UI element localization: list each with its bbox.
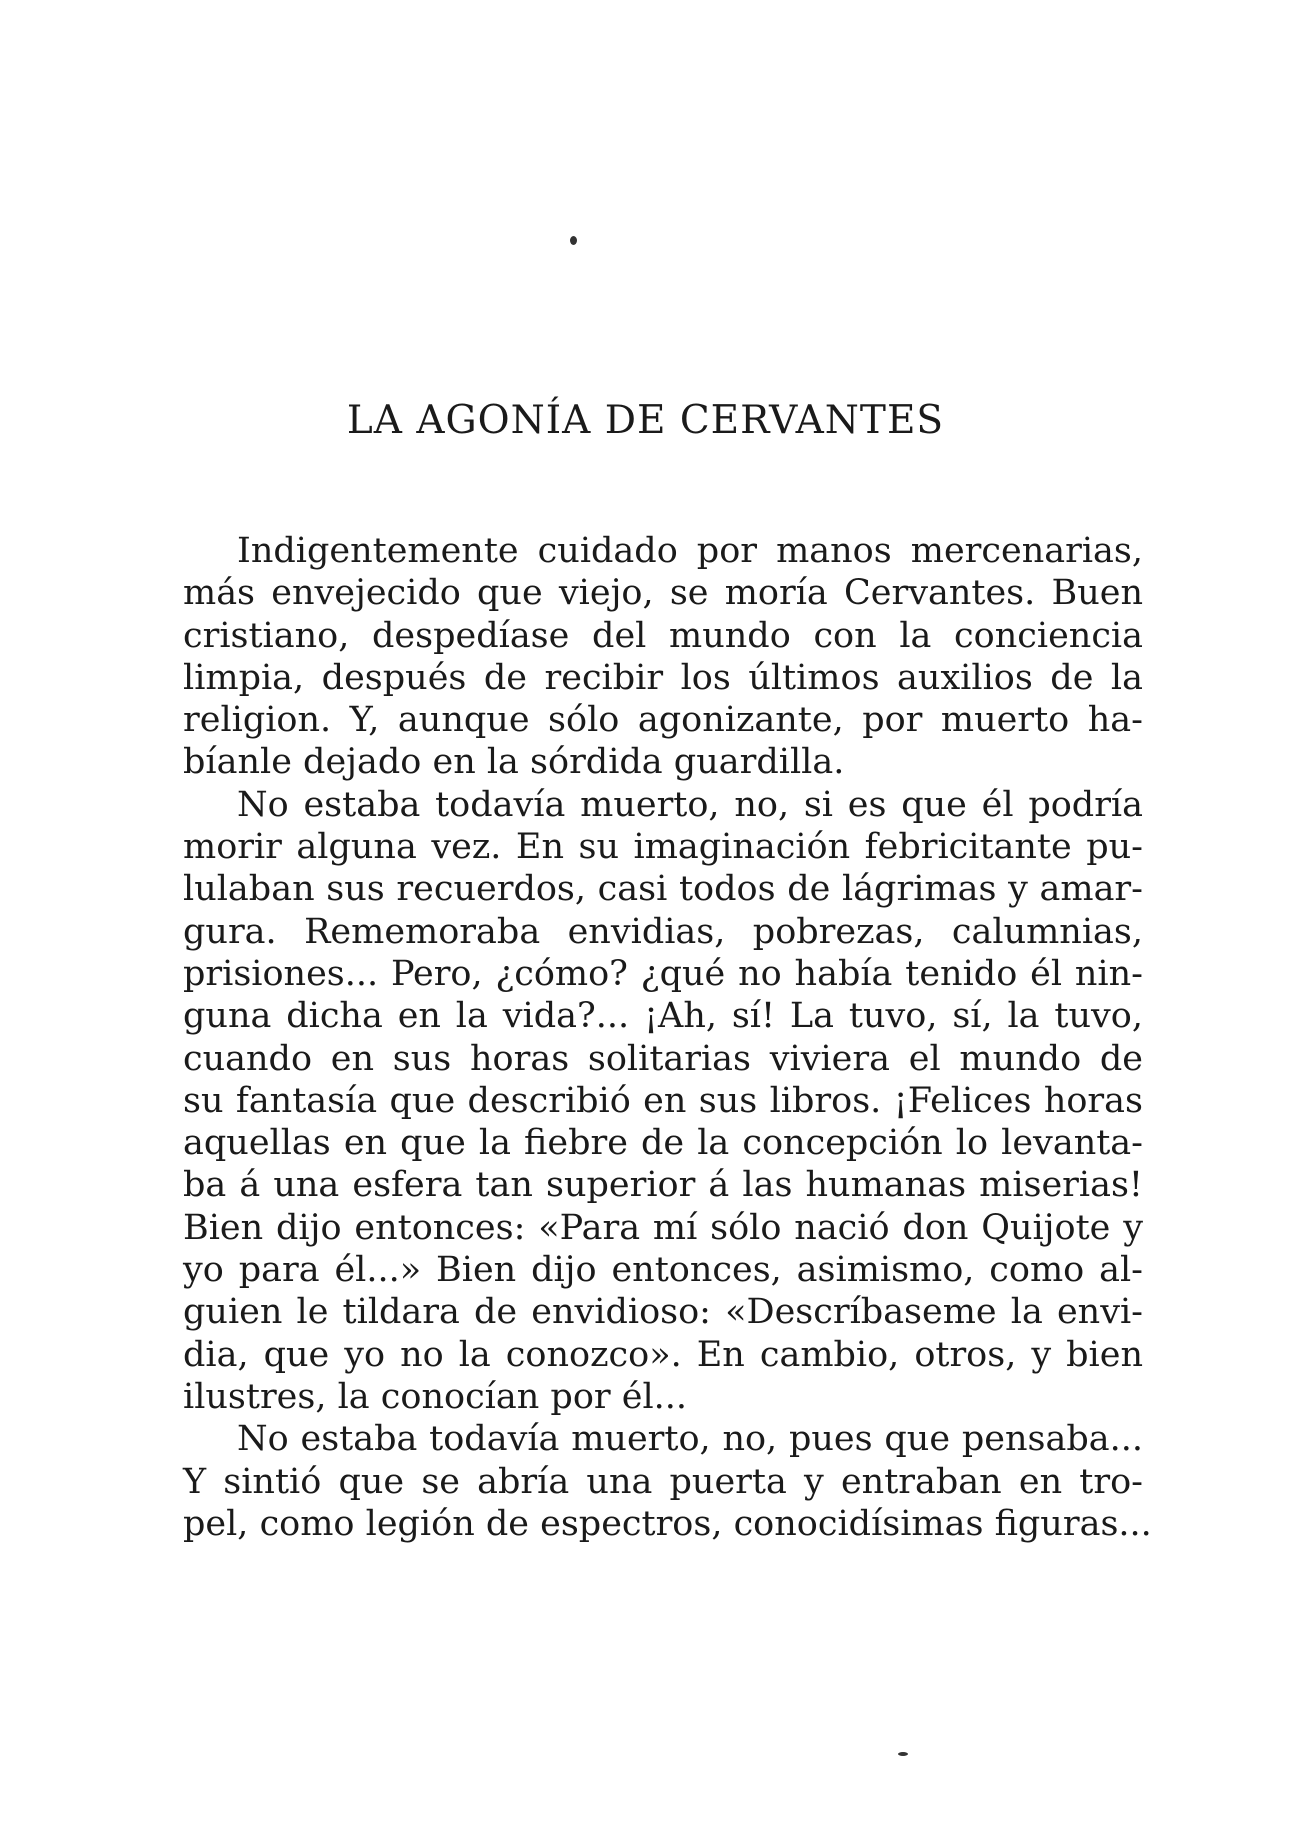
text-line: Bien dijo entonces: «Para mí sólo nació don Quijote y: [183, 1207, 1143, 1248]
text-line: limpia, después de recibir los últimos auxilios de la: [183, 657, 1143, 698]
text-line: su fantasía que describió en sus libros. ¡Felices horas: [183, 1080, 1143, 1121]
text-line: prisiones... Pero, ¿cómo? ¿qué no había tenido él nin-: [183, 953, 1143, 994]
ink-speck: [898, 1752, 908, 1756]
text-line: dia, que yo no la conozco». En cambio, otros, y bien: [183, 1334, 1143, 1375]
text-line: aquellas en que la fiebre de la concepción lo levanta-: [183, 1123, 1143, 1164]
text-line: Y sintió que se abría una puerta y entraban en tro-: [183, 1461, 1143, 1502]
text-line: pel, como legión de espectros, conocidísimas figuras...: [183, 1503, 1152, 1544]
ink-speck: [570, 236, 577, 245]
text-line: lulaban sus recuerdos, casi todos de lágrimas y amar-: [183, 869, 1143, 910]
text-line: guna dicha en la vida?... ¡Ah, sí! La tuvo, sí, la tuvo,: [183, 996, 1143, 1037]
text-line: gura. Rememoraba envidias, pobrezas, calumnias,: [183, 911, 1143, 952]
text-line: guien le tildara de envidioso: «Descríbaseme la envi-: [183, 1292, 1143, 1333]
text-line: cristiano, despedíase del mundo con la conciencia: [183, 615, 1143, 656]
text-line: yo para él...» Bien dijo entonces, asimismo, como al-: [183, 1250, 1143, 1291]
text-line: No estaba todavía muerto, no, pues que pensaba...: [237, 1419, 1143, 1460]
chapter-body: [183, 530, 1152, 1545]
text-line: religion. Y, aunque sólo agonizante, por muerto ha-: [183, 700, 1143, 741]
text-line: más envejecido que viejo, se moría Cervantes. Buen: [183, 573, 1143, 614]
chapter-title: LA AGONÍA DE CERVANTES: [346, 398, 945, 443]
text-line: cuando en sus horas solitarias viviera el mundo de: [183, 1038, 1143, 1079]
text-line: Indigentemente cuidado por manos mercenarias,: [237, 531, 1143, 571]
text-line: bíanle dejado en la sórdida guardilla.: [183, 742, 845, 783]
text-line: ilustres, la conocían por él...: [183, 1376, 688, 1417]
text-line: ba á una esfera tan superior á las humanas miserias!: [183, 1165, 1143, 1206]
text-line: morir alguna vez. En su imaginación febricitante pu-: [183, 827, 1143, 868]
text-line: No estaba todavía muerto, no, si es que él podría: [237, 784, 1143, 825]
